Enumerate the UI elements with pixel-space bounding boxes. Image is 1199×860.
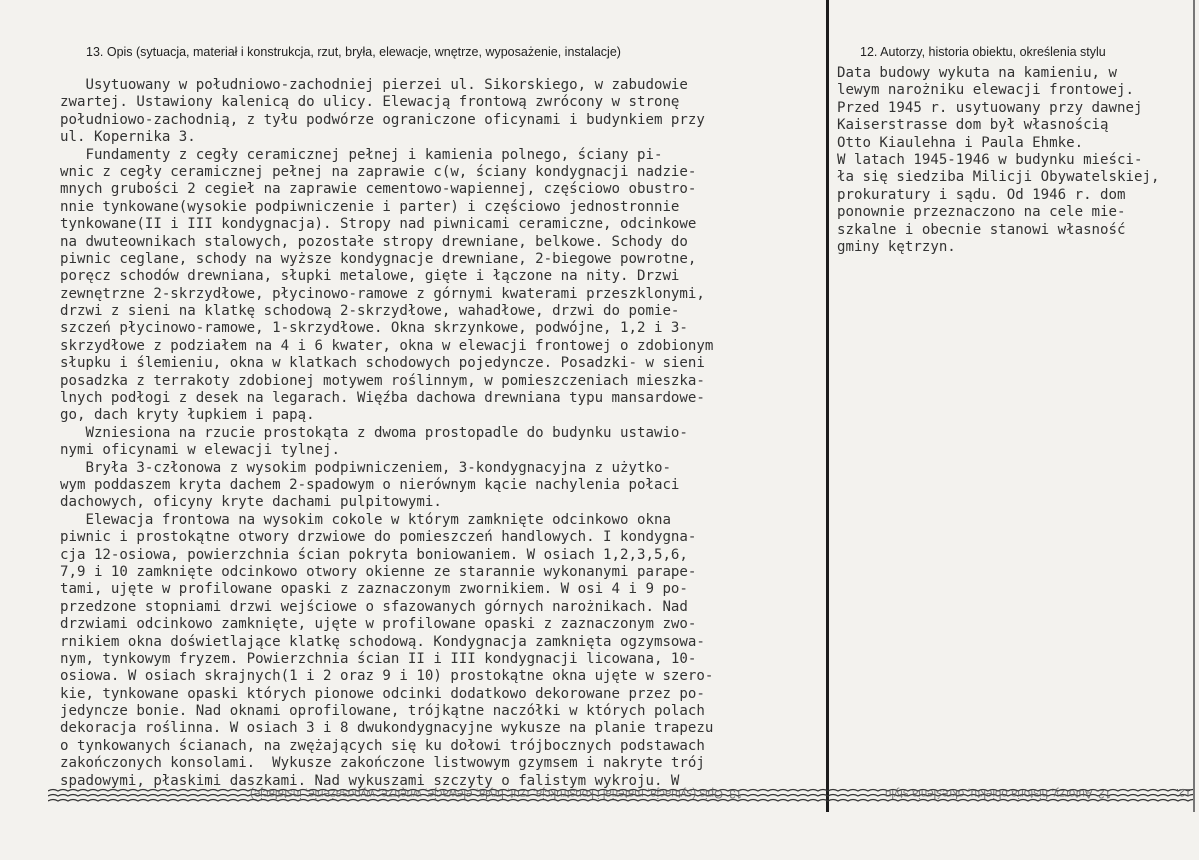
text-line: nymi oficynami w elewacji tylnej. bbox=[60, 442, 341, 459]
text-line: o tynkowanych ścianach, na zwężających się ku dołowi trójbocznych podstawach bbox=[60, 737, 705, 754]
text-line: ul. Kopernika 3. bbox=[60, 129, 196, 146]
text-line: lnych podłogi z desek na legarach. Więźba dachowa drewniana typu mansardowe- bbox=[60, 390, 705, 407]
text-line: gminy kętrzyn. bbox=[837, 238, 956, 255]
text-line: 7,9 i 10 zamknięte odcinkowo otwory okienne ze starannie wykonanymi parape- bbox=[60, 563, 697, 580]
text-line: skrzydłowe z podziałem na 4 i 6 kwater, okna w elewacji frontowej o zdobionym bbox=[60, 337, 714, 354]
text-line: W latach 1945-1946 w budynku mieści- bbox=[837, 151, 1143, 168]
text-line: lewym narożniku elewacji frontowej. bbox=[837, 82, 1134, 99]
text-line: jedyncze bonie. Nad oknami oprofilowane, trójkątne naczółki w których polach bbox=[60, 703, 705, 720]
text-line: na dwuteownikach stalowych, pozostałe stropy drewniane, belkowe. Schody do bbox=[60, 233, 688, 250]
text-line: przedzone stopniami drzwi wejściowe o sfazowanych górnych narożnikach. Nad bbox=[60, 598, 688, 615]
text-line: poręcz schodów drewniana, słupki metalowe, gięte i łączone na nity. Drzwi bbox=[60, 268, 680, 285]
text-line: zakończonych konsolami. Wykusze zakończone listwowym gzymsem i nakryte trój bbox=[60, 755, 705, 772]
text-line: Przed 1945 r. usytuowany przy dawnej bbox=[837, 99, 1143, 116]
text-line: spadowymi, płaskimi daszkami. Nad wykuszami szczyty o falistym wykroju. W bbox=[60, 772, 680, 789]
text-line: ponownie przeznaczono na cele mie- bbox=[837, 204, 1126, 221]
mirrored-header-right: 12. Autorzy, historia obiektu, określenia stylu bbox=[885, 787, 1112, 799]
text-line: osiowa. W osiach skrajnych(1 i 2 oraz 9 i 10) prostokątne okna ujęte w szero- bbox=[60, 668, 714, 685]
text-line: drzwi z sieni na klatkę schodową 2-skrzydłowe, wahadłowe, drzwi do pomie- bbox=[60, 303, 680, 320]
text-line: posadzka z terrakoty zdobionej motywem roślinnym, w pomieszczeniach mieszka- bbox=[60, 372, 705, 389]
text-line: mnych grubości 2 cegieł na zaprawie cementowo-wapiennej, częściowo obustro- bbox=[60, 181, 697, 198]
text-line: cja 12-osiowa, powierzchnia ścian pokryta boniowaniem. W osiach 1,2,3,5,6, bbox=[60, 546, 688, 563]
section-13-title: 13. Opis (sytuacja, materiał i konstrukcja, rzut, bryła, elewacje, wnętrze, wyposażenie, instalacje) bbox=[86, 45, 621, 59]
corner-mark: 12. bbox=[1176, 786, 1192, 798]
text-line: Usytuowany w południowo-zachodniej pierzei ul. Sikorskiego, w zabudowie bbox=[60, 77, 688, 93]
text-line: zewnętrzne 2-skrzydłowe, płycinowo-ramowe z górnymi kwaterami przeszklonymi, bbox=[60, 285, 705, 302]
text-line: wnic z cegły ceramicznej pełnej na zaprawie c(w, ściany kondygnacji nadzie- bbox=[60, 163, 697, 180]
text-line: rnikiem okna doświetlające klatkę schodową. Kondygnacja zamknięta ogzymsowa- bbox=[60, 633, 705, 650]
text-line: Otto Kiaulehna i Paula Ehmke. bbox=[837, 134, 1084, 151]
text-line: tami, ujęte w profilowane opaski z zaznaczonym zwornikiem. W osi 4 i 9 po- bbox=[60, 581, 688, 598]
text-line: szkalne i obecnie stanowi własność bbox=[837, 221, 1126, 238]
description-text bbox=[60, 77, 830, 790]
text-line: Bryła 3-członowa z wysokim podpiwniczeniem, 3-kondygnacyjna z użytko- bbox=[60, 459, 671, 476]
text-line: szczeń płycinowo-ramowe, 1-skrzydłowe. Okna skrzynkowe, podwójne, 1,2 i 3- bbox=[60, 320, 688, 337]
text-line: piwnic i prostokątne otwory drzwiowe do pomieszczeń handlowych. I kondygna- bbox=[60, 529, 697, 546]
text-line: zwartej. Ustawiony kalenicą do ulicy. Elewacją frontową zwrócony w stronę bbox=[60, 94, 680, 111]
text-line: Kaiserstrasse dom był własnością bbox=[837, 117, 1109, 134]
text-line: Wzniesiona na rzucie prostokąta z dwoma prostopadle do budynku ustawio- bbox=[60, 424, 688, 441]
text-line: drzwiami odcinkowo zamknięte, ujęte w profilowane opaski z zaznaczonym zwo- bbox=[60, 616, 697, 633]
text-line: dachowych, oficyny kryte dachami pulpitowymi. bbox=[60, 494, 442, 511]
text-line: wym poddaszem kryta dachem 2-spadowym o nierównym kącie nachylenia połaci bbox=[60, 476, 680, 493]
text-line: kie, tynkowane opaski których pionowe odcinki dodatkowo dekorowane przez po- bbox=[60, 685, 705, 702]
text-line: prokuratury i sądu. Od 1946 r. dom bbox=[837, 186, 1126, 203]
text-line: słupku i ślemieniu, okna w klatkach schodowych pojedyncze. Posadzki- w sieni bbox=[60, 355, 705, 372]
text-line: tynkowane(II i III kondygnacja). Stropy nad piwnicami ceramiczne, odcinkowe bbox=[60, 216, 697, 233]
text-line: dekoracja roślinna. W osiach 3 i 8 dwukondygnacyjne wykusze na planie trapezu bbox=[60, 720, 714, 737]
text-line: nym, tynkowym fryzem. Powierzchnia ścian II i III kondygnacji licowana, 10- bbox=[60, 650, 697, 667]
text-line: Fundamenty z cegły ceramicznej pełnej i kamienia polnego, ściany pi- bbox=[60, 146, 663, 163]
mirrored-header-left: 13. Opis (sytuacja, materiał i konstrukcja, rzut, bryła, elewacje, wnętrze, wyposażenie, instalacje) bbox=[250, 787, 743, 799]
text-line: piwnic ceglane, schody na wyższe kondygnacje drewniane, 2-biegowe powrotne, bbox=[60, 250, 697, 267]
section-12-title: 12. Autorzy, historia obiektu, określenia stylu bbox=[860, 45, 1106, 59]
text-line: ła się siedziba Milicji Obywatelskiej, bbox=[837, 169, 1160, 186]
text-line: południowo-zachodnią, z tyłu podwórze ograniczone oficynami i budynkiem przy bbox=[60, 111, 705, 128]
text-line: Data budowy wykuta na kamieniu, w bbox=[837, 65, 1118, 81]
history-text bbox=[837, 65, 1195, 256]
text-line: nnie tynkowane(wysokie podpiwniczenie i parter) i częściowo jednostronnie bbox=[60, 198, 680, 215]
text-line: Elewacja frontowa na wysokim cokole w którym zamknięte odcinkowo okna bbox=[60, 511, 671, 528]
text-line: go, dach kryty łupkiem i papą. bbox=[60, 407, 315, 424]
